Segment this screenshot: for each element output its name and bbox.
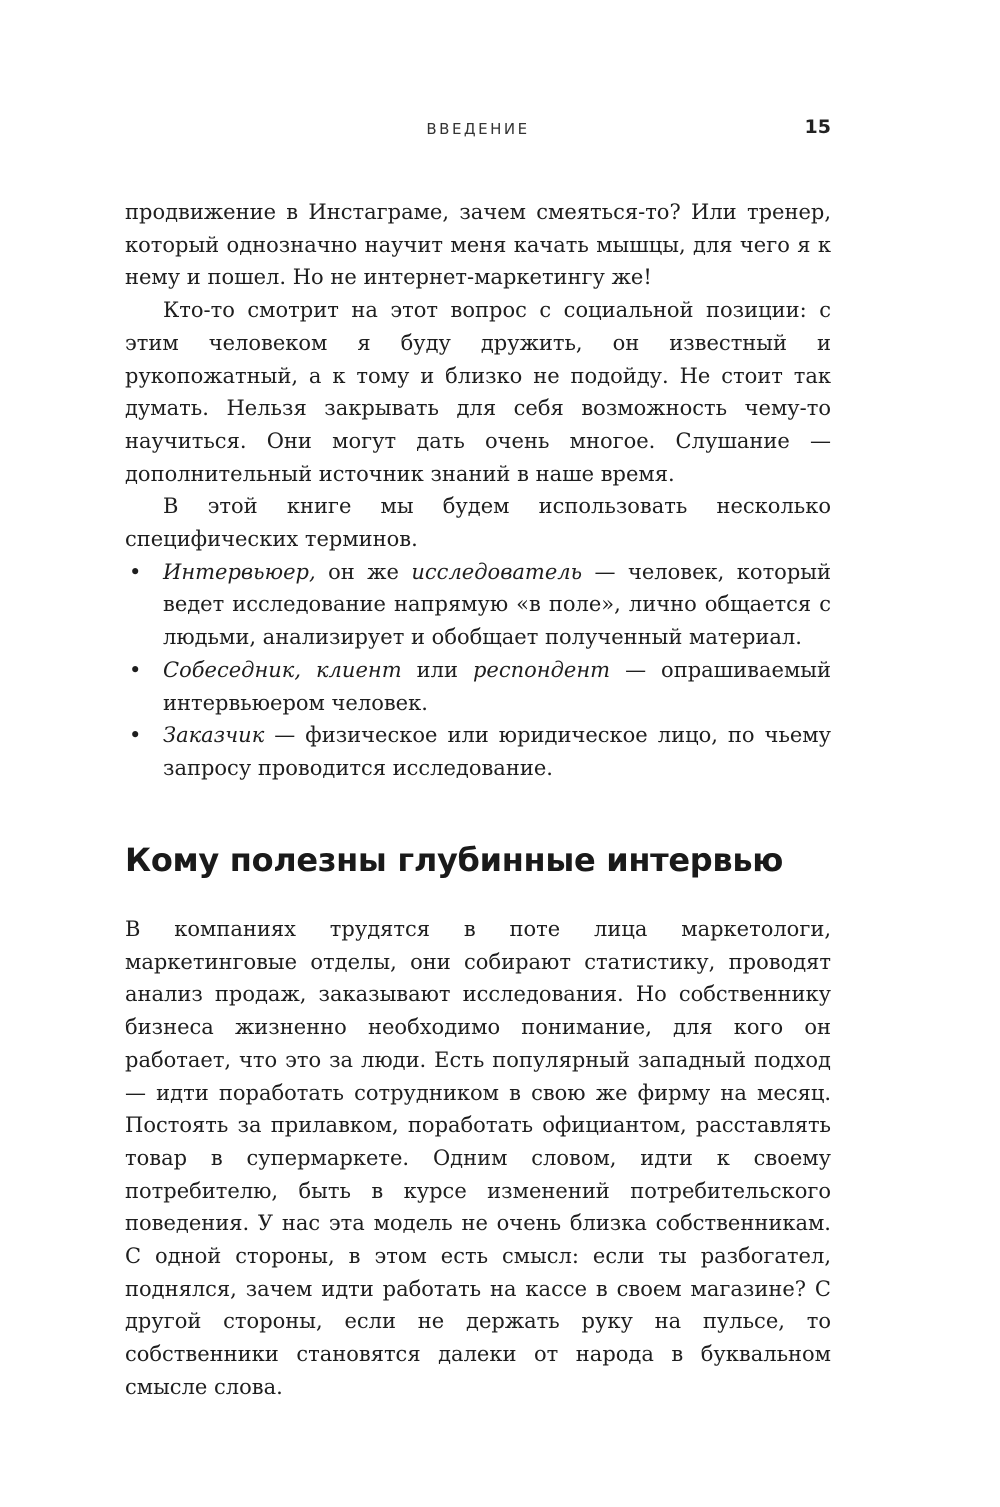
- term-synonym: респондент: [472, 657, 611, 682]
- term-item-interviewer: [125, 556, 831, 654]
- term-definition: — опрашиваемый интервьюером человек.: [163, 657, 831, 715]
- term-connector: или: [401, 657, 473, 682]
- bullet-icon: •: [129, 657, 142, 682]
- term-definition: — человек, который ведет исследование напрямую «в поле», лично общается с людьми, анализирует и обобщает полученный материал.: [163, 559, 831, 650]
- term-synonym: исследователь: [411, 559, 583, 584]
- term-item-customer: [125, 719, 831, 784]
- term-name: Собеседник, клиент: [163, 657, 402, 682]
- running-header: [125, 116, 831, 146]
- term-name: Заказчик: [163, 723, 265, 748]
- paragraph-terms-intro: В этой книге мы будем использовать несколько специфических терминов.: [125, 494, 831, 552]
- section-text-block: [125, 913, 831, 1404]
- section-heading: Кому полезны глубинные интервью: [125, 841, 784, 879]
- paragraph-continued: продвижение в Инстаграме, зачем смеяться-то? Или тренер, который однозначно научит меня качать мышцы, для чего я к нему и пошел. Но не интернет-маркетингу же!: [125, 200, 831, 290]
- running-title: ВВЕДЕНИЕ: [426, 120, 530, 138]
- term-definition: — физическое или юридическое лицо, по чьему запросу проводится исследование.: [163, 723, 831, 780]
- paragraph-social-position: Кто-то смотрит на этот вопрос с социальной позиции: с этим человеком я буду дружить, он известный и рукопожатный, а к тому и близко не подойду. Не стоит так думать. Нельзя закрывать для себя возможность чему-то научиться. Они могут дать очень многое. Слушание — дополнительный источник знаний в наше время.: [125, 298, 831, 486]
- term-name: Интервьюер,: [163, 559, 316, 584]
- bullet-icon: •: [129, 559, 142, 584]
- bullet-icon: •: [129, 723, 142, 748]
- term-connector: он же: [315, 559, 412, 584]
- term-item-respondent: [125, 654, 831, 719]
- page-number: 15: [804, 116, 831, 138]
- top-text-block: [125, 196, 831, 785]
- section-paragraph: В компаниях трудятся в поте лица маркетологи, маркетинговые отделы, они собирают статистику, проводят анализ продаж, заказывают исследования. Но собственнику бизнеса жизненно необходимо понимание, для кого он работает, что это за люди. Есть популярный западный подход — идти поработать сотрудником в свою же фирму на месяц. Постоять за прилавком, поработать официантом, расставлять товар в супермаркете. Одним словом, идти к своему потребителю, быть в курсе изменений потребительского поведения. У нас эта модель не очень близка собственникам. С одной стороны, в этом есть смысл: если ты разбогател, поднялся, зачем идти работать на кассе в своем магазине? С другой стороны, если не держать руку на пульсе, то собственники становятся далеки от народа в буквальном смысле слова.: [125, 917, 831, 1399]
- terms-list: [125, 556, 831, 785]
